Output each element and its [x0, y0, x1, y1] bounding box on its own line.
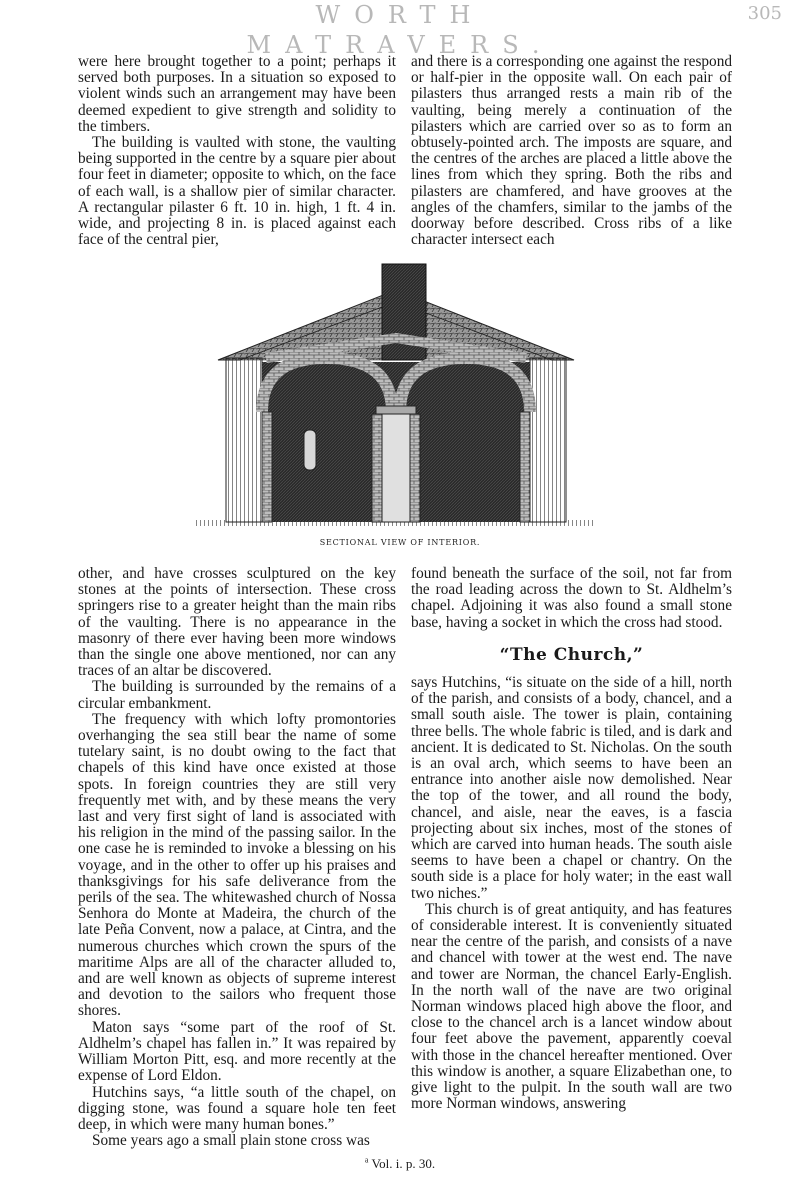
paragraph: says Hutchins, “is situate on the side of a hill, north of the parish, and consists of a body, chancel, and a small south aisle. The tower is plain, containing three bells. The whole fabric is tiled, and is dark and ancient. It is dedicated to St. Nicholas. On the south is an oval arch, which seems to have been an entrance into another aisle now demolished. Near the top of the tower, and all round the body, chancel, and aisle, near the eaves, is a fascia projecting about six inches, most of the stones of which are carved into human heads. The south aisle seems to have been a chapel or chantry. On the south side is a place for holy water; in the east wall two niches.”: [411, 674, 732, 902]
column-top-right: [411, 54, 732, 248]
paragraph: This church is of great antiquity, and has features of considerable interest. It is conveniently situated near the centre of the parish, and consists of a nave and chancel with tower at the west end. The nave and tower are Norman, the chancel Early-English. In the north wall of the nave are two original Norman windows placed high above the floor, and close to the chancel arch is a lancet window about four feet above the pavement, apparently coeval with those in the chancel hereafter mentioned. Over this window is another, a square Elizabethan one, to give light to the pulpit. In the south wall are two more Norman windows, answering: [411, 900, 732, 1113]
page-number: 305: [747, 3, 782, 24]
paragraph: found beneath the surface of the soil, not far from the road leading across the down to St. Aldhelm’s chapel. Adjoining it was also found a small stone base, having a socket in which the cross had stood.: [411, 565, 732, 631]
column-top-left: [78, 54, 396, 248]
paragraph: The building is vaulted with stone, the vaulting being supported in the centre by a square pier about four feet in diameter; opposite to which, on the face of each wall, is a shallow pier of similar character. A rectangular pilaster 6 ft. 10 in. high, 1 ft. 4 in. wide, and projecting 8 in. is placed against each face of the central pier,: [78, 134, 396, 249]
paragraph: Maton says “some part of the roof of St. Aldhelm’s chapel has fallen in.” It was repaired by William Morton Pitt, esq. and more recently at the expense of Lord Eldon.: [78, 1018, 396, 1085]
paragraph: The building is surrounded by the remains of a circular embankment.: [78, 678, 396, 712]
column-bottom-left: [78, 566, 396, 1149]
footnote-mark: a: [364, 1155, 369, 1165]
paragraph: other, and have crosses sculptured on the key stones at the points of intersection. These cross springers rise to a greater height than the main ribs of the vaulting. There is no appearance in the masonry of there ever having been more windows than the single one above mentioned, nor can any traces of an altar be discovered.: [78, 565, 396, 680]
paragraph: Hutchins says, “a little south of the chapel, on digging stone, was found a square hole ten feet deep, in which were many human bones.”: [78, 1083, 396, 1133]
chapel-section-engraving: [196, 262, 596, 534]
paragraph: The frequency with which lofty promontories overhanging the sea still bear the name of some tutelary saint, is no doubt owing to the fact that chapels of this kind have once existed at those spots. In foreign countries they are still very frequently met with, and by these means the very last and very first sight of land is associated with his religion in the mind of the passing sailor. In the one case he is reminded to invoke a blessing on his voyage, and in the other to offer up his praises and thanksgivings for his safe deliverance from the perils of the sea. The whitewashed church of Nossa Senhora do Monte at Madeira, the church of the late Peña Convent, now a palace, at Cintra, and the numerous churches which crown the spurs of the maritime Alps are all of the character alluded to, and are well known as objects of supreme interest and devotion to the sailors who frequent those shores.: [78, 710, 396, 1020]
paragraph: and there is a corresponding one against the respond or half-pier in the opposite wall. On each pair of pilasters thus arranged rests a main rib of the vaulting, being merely a continuation of the pilasters which are carried over so as to form an obtusely-pointed arch. The imposts are square, and the centres of the arches are placed a little above the lines from which they spring. Both the ribs and pilasters are chamfered, and have grooves at the angles of the chamfers, similar to the jambs of the doorway before described. Cross ribs of a like character intersect each: [411, 53, 732, 249]
column-bottom-right: [411, 566, 732, 1113]
footnote: [300, 1156, 500, 1172]
sectional-view-illustration: [196, 262, 596, 534]
paragraph: Some years ago a small plain stone cross was: [92, 1132, 370, 1150]
running-title: WORTH MATRAVERS.: [246, 1, 554, 59]
figure-caption: SECTIONAL VIEW OF INTERIOR.: [319, 538, 481, 547]
running-header: [0, 0, 800, 59]
paragraph: were here brought together to a point; perhaps it served both purposes. In a situation so exposed to violent winds such an arrangement may have been deemed expedient to give strength and solidity to the timbers.: [78, 53, 396, 135]
footnote-text: Vol. i. p. 30.: [371, 1156, 436, 1171]
section-heading: “The Church,”: [499, 644, 644, 665]
